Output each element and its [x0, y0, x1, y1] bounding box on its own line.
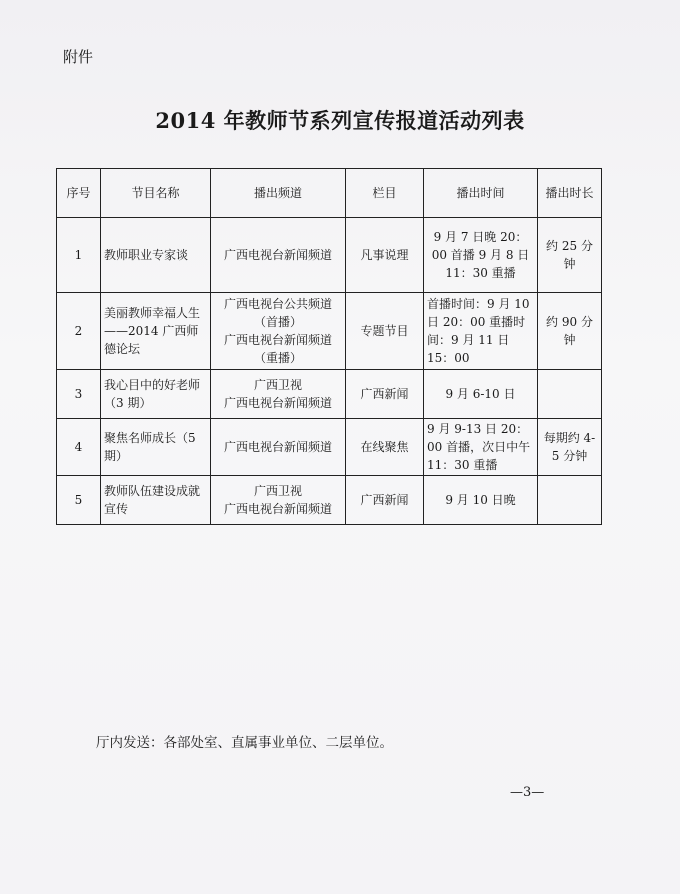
cell-name: 聚焦名师成长（5 期）: [101, 419, 211, 476]
header-name: 节目名称: [101, 169, 211, 218]
header-no: 序号: [57, 169, 101, 218]
cell-no: 3: [57, 370, 101, 419]
cell-time: 9 月 10 日晚: [424, 476, 538, 525]
cell-column: 在线聚焦: [346, 419, 424, 476]
activity-table: [56, 168, 602, 525]
cell-time: 9 月 6-10 日: [424, 370, 538, 419]
cell-name: 教师职业专家谈: [101, 218, 211, 293]
cell-no: 4: [57, 419, 101, 476]
cell-duration: 约 90 分钟: [538, 293, 602, 370]
cell-time: 9 月 9-13 日 20：00 首播，次日中午 11：30 重播: [424, 419, 538, 476]
channel-line: 广西电视台新闻频道（重播）: [223, 333, 332, 365]
table-header-row: [57, 169, 602, 218]
cell-no: 5: [57, 476, 101, 525]
header-duration: 播出时长: [538, 169, 602, 218]
cell-column: 广西新闻: [346, 476, 424, 525]
attachment-label: 附件: [63, 48, 94, 66]
cell-column: 广西新闻: [346, 370, 424, 419]
channel-line: 广西电视台新闻频道: [223, 440, 332, 454]
header-column: 栏目: [346, 169, 424, 218]
table-row: [57, 370, 602, 419]
cell-duration: [538, 476, 602, 525]
channel-line: 广西电视台新闻频道: [223, 248, 332, 262]
cell-channel: [211, 370, 346, 419]
header-time: 播出时间: [424, 169, 538, 218]
cell-column: 凡事说理: [346, 218, 424, 293]
cell-no: 2: [57, 293, 101, 370]
cell-time: 首播时间：9 月 10 日 20：00 重播时间：9 月 11 日 15：00: [424, 293, 538, 370]
cell-time: 9 月 7 日晚 20：00 首播 9 月 8 日 11：30 重播: [424, 218, 538, 293]
cell-name: 美丽教师幸福人生——2014 广西师德论坛: [101, 293, 211, 370]
channel-line: 广西电视台公共频道（首播）: [223, 297, 332, 329]
header-channel: 播出频道: [211, 169, 346, 218]
cell-name: 我心目中的好老师（3 期）: [101, 370, 211, 419]
cell-duration: 每期约 4-5 分钟: [538, 419, 602, 476]
channel-line: 广西电视台新闻频道: [223, 396, 332, 410]
table-row: [57, 476, 602, 525]
table-row: [57, 419, 602, 476]
cell-duration: [538, 370, 602, 419]
distribution-note: 厅内发送：各部处室、直属事业单位、二层单位。: [96, 735, 393, 751]
cell-column: 专题节目: [346, 293, 424, 370]
channel-line: 广西电视台新闻频道: [223, 502, 332, 516]
page-number: —3—: [510, 785, 545, 800]
cell-no: 1: [57, 218, 101, 293]
channel-line: 广西卫视: [253, 378, 302, 392]
cell-channel: [211, 293, 346, 370]
cell-channel: [211, 476, 346, 525]
table-row: [57, 293, 602, 370]
cell-channel: [211, 218, 346, 293]
table-row: [57, 218, 602, 293]
cell-duration: 约 25 分钟: [538, 218, 602, 293]
channel-line: 广西卫视: [253, 484, 302, 498]
cell-name: 教师队伍建设成就宣传: [101, 476, 211, 525]
cell-channel: [211, 419, 346, 476]
page-title: 2014 年教师节系列宣传报道活动列表: [155, 108, 525, 133]
